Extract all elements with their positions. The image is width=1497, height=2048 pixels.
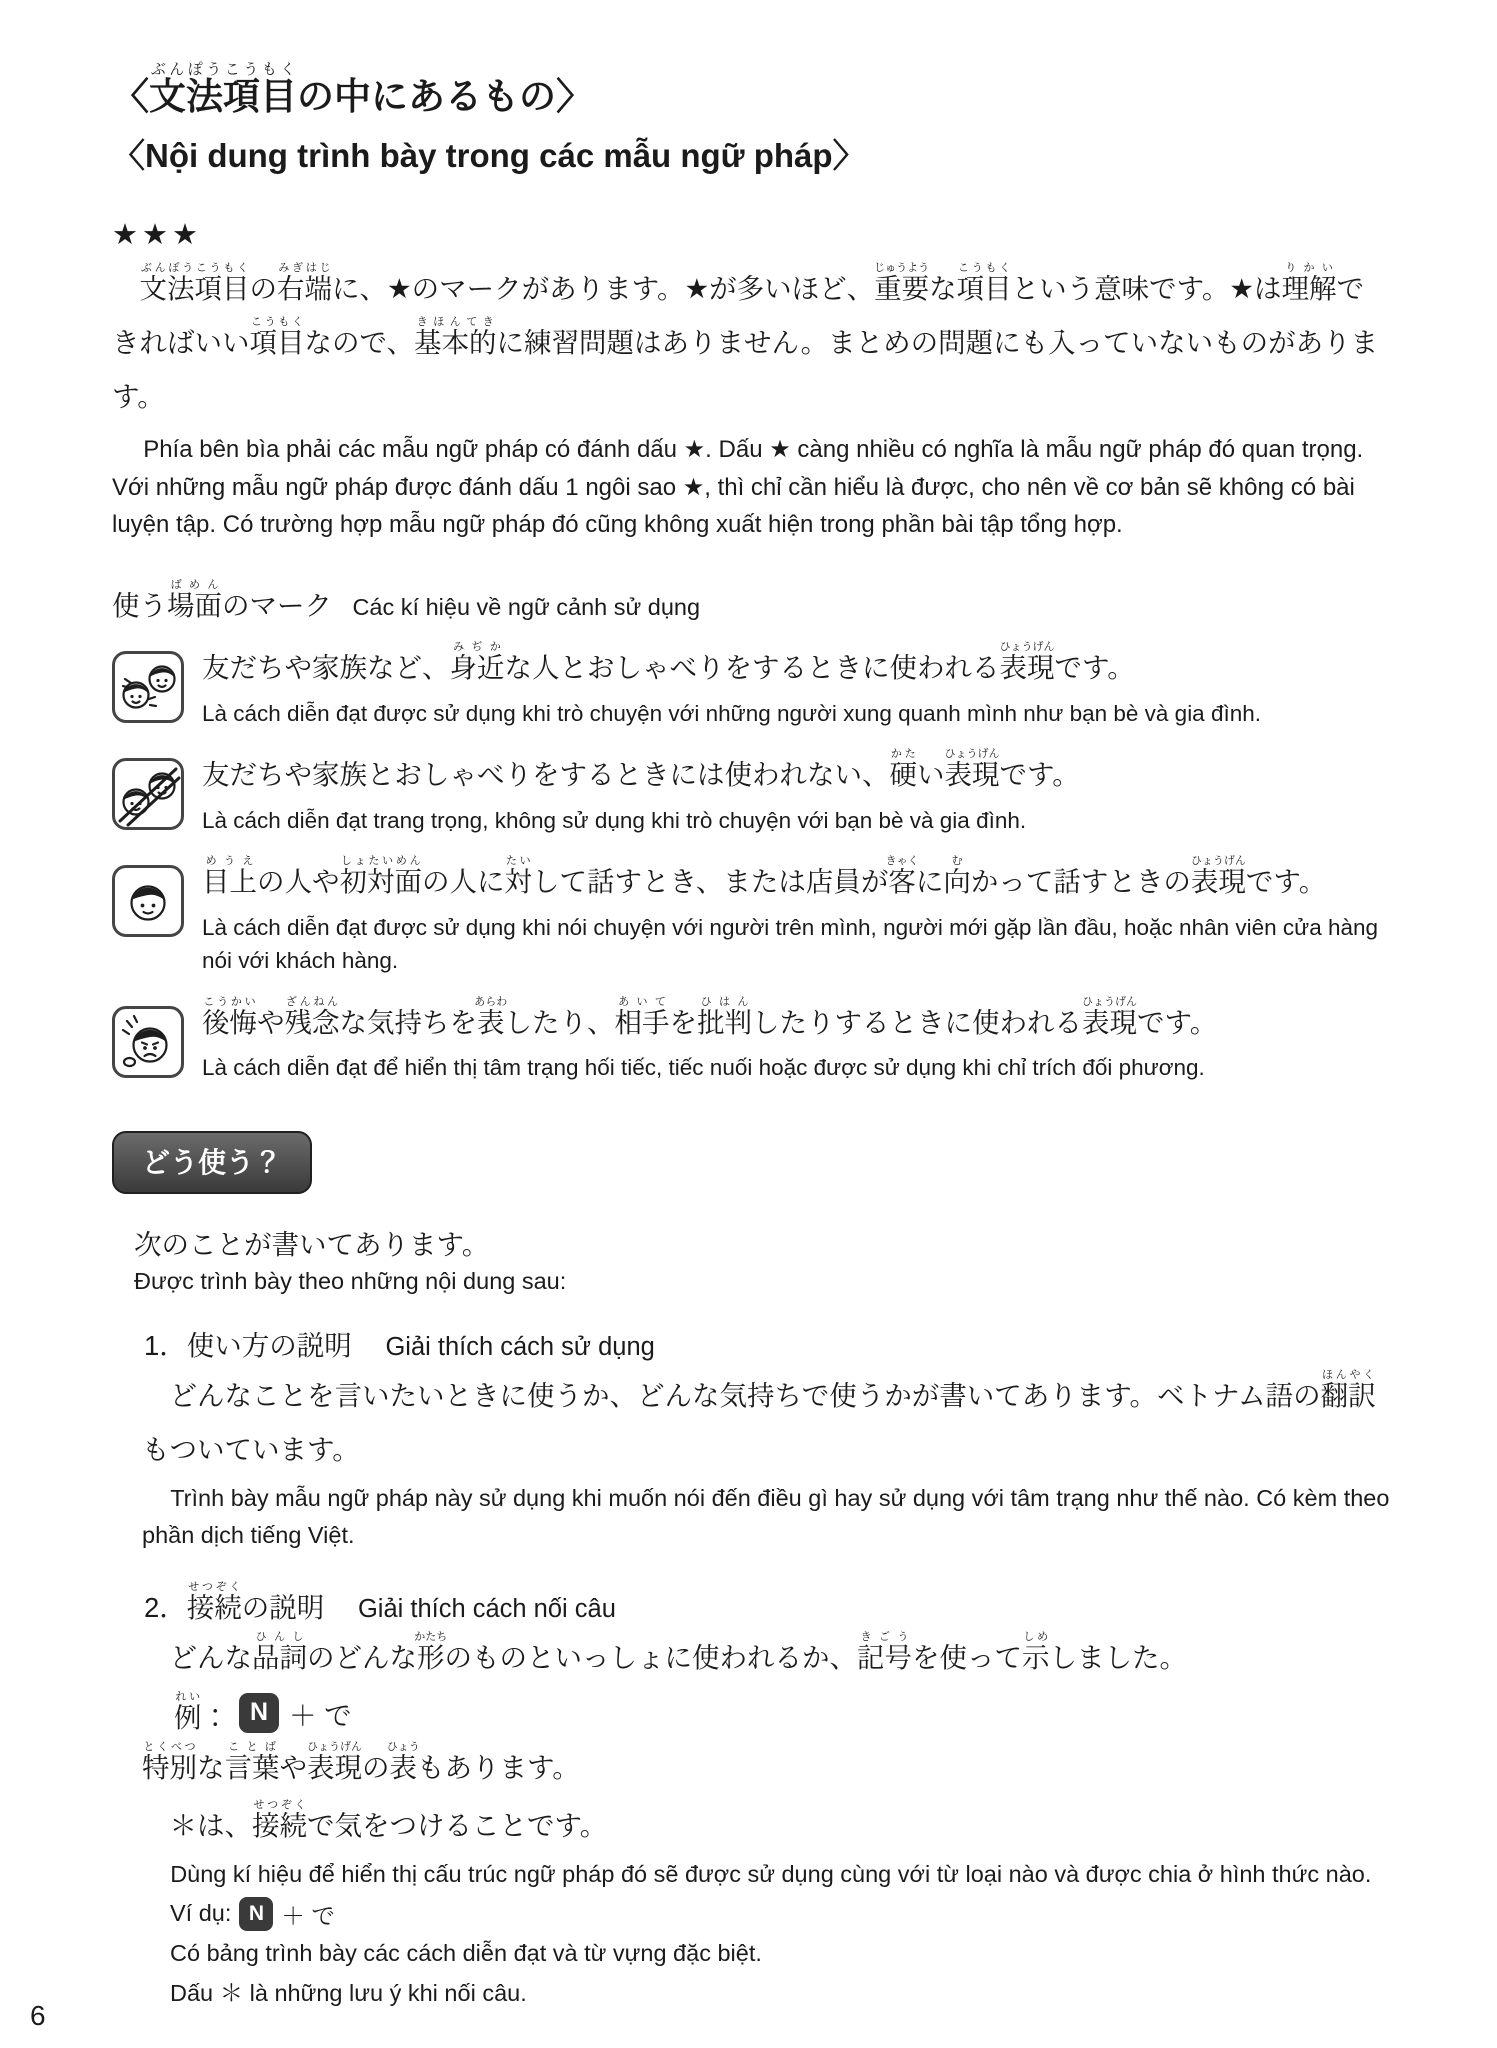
- section2-body-jp: どんな品詞ひんしのどんな形かたちのものといっしょに使われるか、記号きごうを使って示しめしました。: [169, 1631, 1187, 1674]
- scene-item-polite: [112, 855, 1391, 978]
- scene-item-vn: Là cách diễn đạt để hiển thị tâm trạng hối tiếc, tiếc nuối hoặc được sử dụng khi chỉ trích đối phương.: [202, 1055, 1205, 1081]
- page-title-jp: 〈文法項目ぶんぽうこうもくの中にあるもの〉: [112, 62, 593, 117]
- scene-item-text: [202, 855, 1391, 978]
- section2-title-vn: Giải thích cách nối câu: [357, 1595, 616, 1624]
- section1-title: [144, 1323, 1391, 1363]
- section2-title-jp: 2．接続せつぞくの説明: [144, 1581, 325, 1624]
- scene-item-jp: 目上めうえの人や初対面しょたいめんの人に対たいして話すとき、または店員が客きゃくに向むかって話すときの表現ひょうげんです。: [202, 855, 1327, 898]
- regret-speech-icon: [112, 1006, 184, 1078]
- example-rest-vn: ＋ で: [281, 1902, 335, 1929]
- scene-item-jp: 友だちや家族など、身近みぢかな人とおしゃべりをするときに使われる表現ひょうげんです。: [202, 641, 1135, 684]
- table-note-vn: Có bảng trình bày các cách diễn đạt và từ vựng đặc biệt.: [170, 1939, 762, 1966]
- scene-item-vn: Là cách diễn đạt được sử dụng khi trò chuyện với những người xung quanh mình như bạn bè và gia đình.: [202, 700, 1261, 726]
- scene-marks-heading-jp: 使う場面ばめんのマーク: [112, 579, 332, 622]
- page-title-vn: 〈Nội dung trình bày trong các mẫu ngữ pháp〉: [112, 137, 866, 175]
- noun-symbol-box-small: N: [239, 1897, 273, 1931]
- scene-item-jp: 後悔こうかいや残念ざんねんな気持ちを表あらわしたり、相手あいてを批判ひはんしたりするときに使われる表現ひょうげんです。: [202, 996, 1218, 1039]
- example-label-vn: Ví dụ:: [170, 1900, 232, 1927]
- section1-title-jp: 1．使い方の説明: [144, 1330, 352, 1362]
- example-label-jp: 例れい：: [174, 1690, 229, 1733]
- polite-speech-icon: [112, 865, 184, 937]
- connection-example-jp: [174, 1691, 1391, 1735]
- section1-body-vn: Trình bày mẫu ngữ pháp này sử dụng khi muốn nói đến điều gì hay sử dụng với tâm trạng như thế nào. Có kèm theo phần dịch tiếng Việt.: [142, 1485, 1390, 1548]
- scene-item-text: [202, 748, 1391, 837]
- example-rest-jp: ＋ で: [289, 1699, 352, 1731]
- usage-intro-vn: Được trình bày theo những nội dung sau:: [134, 1268, 567, 1295]
- page-number: 6: [30, 2000, 46, 2031]
- star-note-vn: Dấu ＊ là những lưu ý khi nối câu.: [170, 1980, 527, 2006]
- importance-stars-heading: ★★★: [112, 219, 202, 252]
- noun-symbol-box: N: [239, 1693, 279, 1733]
- scene-marks-heading: [112, 579, 1391, 623]
- section1-title-vn: Giải thích cách sử dụng: [385, 1333, 655, 1362]
- section-connection-explanation: [112, 1581, 1391, 2011]
- scene-item-jp: 友だちや家族とおしゃべりをするときには使われない、硬かたい表現ひょうげんです。: [202, 748, 1080, 791]
- section-usage-explanation: [112, 1323, 1391, 1553]
- scene-item-text: [202, 641, 1391, 730]
- section1-body-jp: どんなことを言いたいときに使うか、どんな気持ちで使うかが書いてあります。ベトナム語の翻訳ほんやくもついています。: [142, 1369, 1376, 1465]
- formal-speech-icon: [112, 758, 184, 830]
- section2-body-vn: Dùng kí hiệu để hiển thị cấu trúc ngữ pháp đó sẽ được sử dụng cùng với từ loại nào và được chia ở hình thức nào.: [170, 1861, 1372, 1888]
- table-note-jp: 特別とくべつな言葉ことばや表現ひょうげんの表ひょうもあります。: [142, 1740, 580, 1783]
- how-to-use-row: [112, 1131, 1391, 1194]
- section2-title: [144, 1581, 1391, 1625]
- scene-item-vn: Là cách diễn đạt được sử dụng khi nói chuyện với người trên mình, người mới gặp lần đầu, hoặc nhân viên cửa hàng nói với khách hàng.: [202, 914, 1379, 974]
- scene-item-text: [202, 996, 1391, 1085]
- usage-intro-jp: 次のことが書いてあります。: [134, 1229, 490, 1261]
- scene-item-regret: [112, 996, 1391, 1085]
- scene-marks-heading-vn: Các kí hiệu về ngữ cảnh sử dụng: [352, 594, 701, 621]
- scene-item-formal: [112, 748, 1391, 837]
- scene-item-vn: Là cách diễn đạt trang trọng, không sử dụng khi trò chuyện với bạn bè và gia đình.: [202, 807, 1027, 833]
- how-to-use-badge: どう使う？: [112, 1131, 312, 1194]
- connection-example-vn: [170, 1897, 1391, 1931]
- star-note-jp: ＊は、接続せつぞくで気をつけることです。: [169, 1798, 608, 1841]
- scene-item-casual: [112, 641, 1391, 730]
- stars-explanation-vn: Phía bên bìa phải các mẫu ngữ pháp có đánh dấu ★. Dấu ★ càng nhiều có nghĩa là mẫu ngữ pháp đó quan trọng. Với những mẫu ngữ pháp được đánh dấu 1 ngôi sao ★, thì chỉ cần hiểu là được, cho nên về cơ bản sẽ không có bài luyện tập. Có trường hợp mẫu ngữ pháp đó cũng không xuất hiện trong phần bài tập tổng hợp.: [112, 436, 1364, 538]
- stars-explanation-jp: 文法項目ぶんぽうこうもくの右端みぎはじに、★のマークがあります。★が多いほど、重要じゅうような項目こうもくという意味です。★は理解りかいできればいい項目こうもくなので、基本的きほんてきに練習問題はありません。まとめの問題にも入っていないものがあります。: [112, 262, 1379, 412]
- casual-speech-icon: [112, 651, 184, 723]
